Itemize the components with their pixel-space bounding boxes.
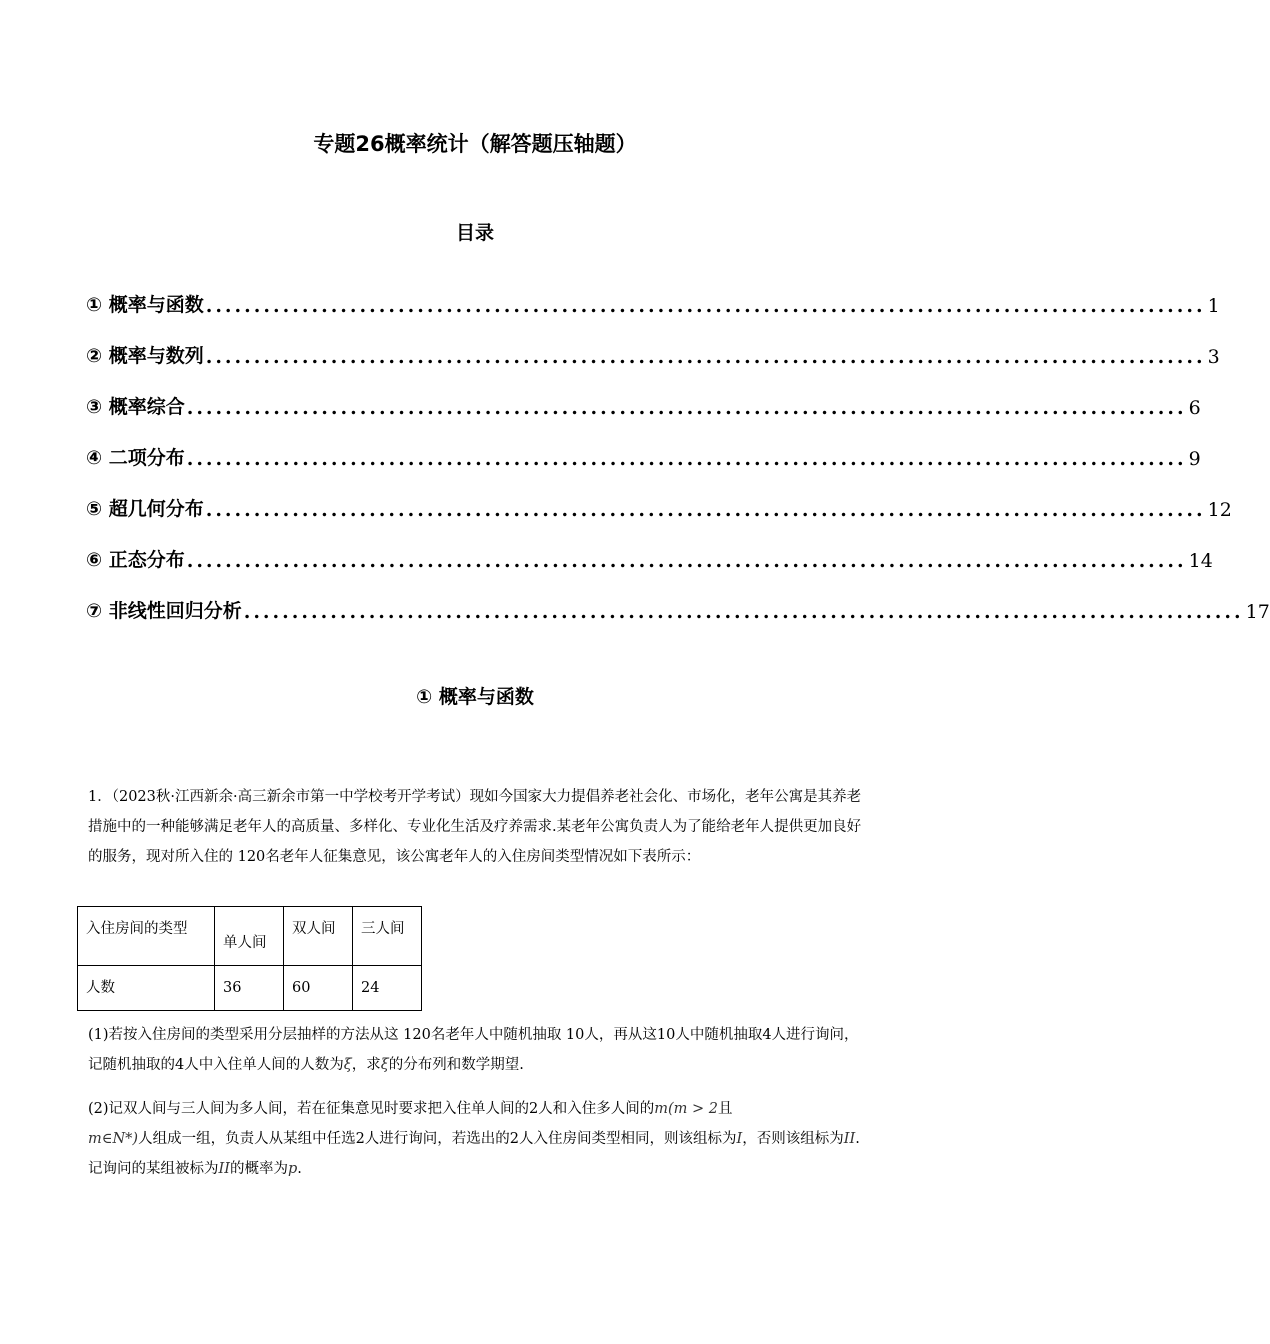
q1-text-c: 的分布列和数学期望. (388, 1057, 524, 1073)
toc-heading: 目录 (455, 222, 494, 244)
toc-leader-dots: ........................................................................................................ (186, 448, 1187, 470)
q2-text-c: 人组成一组，负责人从某组中任选2人进行询问，若选出的2人入住房间类型相同，则该组标为 (138, 1131, 737, 1147)
toc-item[interactable] (86, 368, 1201, 419)
toc-item-page: 6 (1188, 397, 1201, 419)
toc-leader-dots: ........................................................................................................ (186, 397, 1187, 419)
label-II: II (218, 1161, 230, 1177)
q2-text-g: . (297, 1161, 302, 1177)
q1-text-a: (1)若按入住房间的类型采用分层抽样的方法从这 120名老年人中随机抽取 10人，再从这10人中随机抽取4人进行询问，记随机抽取的4人中入住单人间的人数为 (88, 1027, 859, 1073)
table-cell: 人数 (78, 966, 215, 1011)
table-header-cell: 入住房间的类型 (78, 907, 215, 966)
toc-leader-dots: ........................................................................................................ (186, 550, 1187, 572)
toc-item-page: 12 (1207, 499, 1232, 521)
toc-item-label: ⑤ 超几何分布 (86, 498, 204, 520)
table-cell: 60 (284, 966, 353, 1011)
document-title: 专题26概率统计（解答题压轴题） (313, 132, 637, 156)
toc-leader-dots: ........................................................................................................ (205, 346, 1206, 368)
m-set-condition: m∈N*) (88, 1131, 139, 1147)
toc-leader-dots: ........................................................................................................ (205, 295, 1206, 317)
table-header-cell: 双人间 (284, 907, 353, 966)
problem-intro: 1．（2023秋·江西新余·高三新余市第一中学校考开学考试）现如今国家大力提倡养老社会化、市场化，老年公寓是其养老措施中的一种能够满足老年人的高质量、多样化、专业化生活及疗养需求.某老年公寓负责人为了能给老年人提供更加良好的服务，现对所入住的 120名老年人征集意见，该公寓老年人的入住房间类型情况如下表所示： (88, 789, 862, 865)
table-header-cell: 单人间 (215, 907, 284, 966)
section-heading: ① 概率与函数 (416, 686, 534, 708)
q2-text-a: (2)记双人间与三人间为多人间，若在征集意见时要求把入住单人间的2人和入住多人间的 (88, 1101, 655, 1117)
toc-item-page: 1 (1207, 295, 1220, 317)
label-II: II (843, 1131, 856, 1147)
toc-item-page: 3 (1207, 346, 1220, 368)
toc-item-page: 9 (1188, 448, 1201, 470)
toc-item-label: ② 概率与数列 (86, 345, 204, 367)
p-symbol: p (287, 1161, 298, 1177)
toc-item[interactable] (86, 470, 1232, 521)
xi-symbol: ξ (380, 1057, 389, 1073)
toc-item-page: 14 (1188, 550, 1213, 572)
xi-symbol: ξ (343, 1057, 352, 1073)
toc-item-label: ⑦ 非线性回归分析 (86, 600, 242, 622)
q2-text-f: 的概率为 (229, 1161, 288, 1177)
toc-leader-dots: ........................................................................................................ (243, 601, 1244, 623)
q1-text-b: ，求 (351, 1057, 381, 1073)
question-2 (88, 1094, 863, 1184)
label-I: I (736, 1131, 743, 1147)
toc-item[interactable] (86, 266, 1220, 317)
toc-item[interactable] (86, 521, 1213, 572)
room-type-table (77, 906, 422, 1011)
toc-item-page: 17 (1245, 601, 1270, 623)
table-of-contents (86, 266, 1270, 623)
toc-item-label: ③ 概率综合 (86, 396, 185, 418)
table-cell: 24 (353, 966, 422, 1011)
toc-item[interactable] (86, 419, 1201, 470)
question-1 (88, 1020, 863, 1080)
toc-item-label: ① 概率与函数 (86, 294, 204, 316)
toc-item[interactable] (86, 317, 1220, 368)
q2-text-e: .记询问的某组被标为 (88, 1131, 860, 1177)
toc-item-label: ⑥ 正态分布 (86, 549, 185, 571)
toc-item[interactable] (86, 572, 1270, 623)
table-row (78, 907, 422, 966)
q2-text-d: ，否则该组标为 (742, 1131, 844, 1147)
toc-item-label: ④ 二项分布 (86, 447, 185, 469)
table-row (78, 966, 422, 1011)
m-condition: m(m > 2 (654, 1101, 719, 1117)
table-cell: 36 (215, 966, 284, 1011)
q2-text-b: 且 (718, 1101, 733, 1117)
table-header-cell: 三人间 (353, 907, 422, 966)
toc-leader-dots: ........................................................................................................ (205, 499, 1206, 521)
